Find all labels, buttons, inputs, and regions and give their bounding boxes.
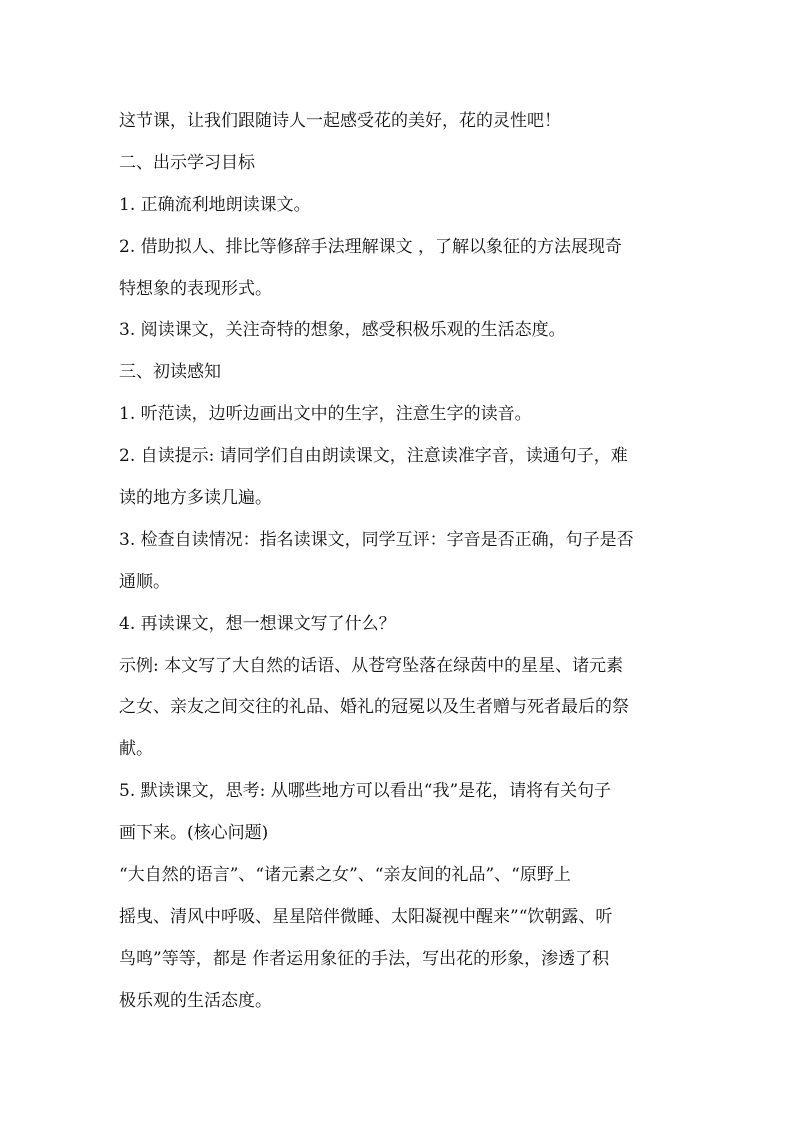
objective-item-2-continued: 特想象的表现形式。 xyxy=(119,278,272,299)
step-item-5-continued: 画下来。(核心问题) xyxy=(119,823,269,844)
step-item-5: 5. 默读课文，思考: 从哪些地方可以看出“我”是花，请将有关句子 xyxy=(119,781,612,802)
objective-item-2: 2. 借助拟人、排比等修辞手法理解课文 ，了解以象征的方法展现奇 xyxy=(119,236,623,257)
step-item-4: 4. 再读课文，想一想课文写了什么？ xyxy=(119,613,396,634)
step-item-3-continued: 通顺。 xyxy=(119,571,170,592)
step-item-1: 1. 听范读，边听边画出文中的生字，注意生字的读音。 xyxy=(119,404,532,425)
section-heading-objectives: 二、出示学习目标 xyxy=(119,152,255,173)
text-line-intro: 这节课，让我们跟随诗人一起感受花的美好，花的灵性吧！ xyxy=(119,111,561,131)
objective-item-1: 1. 正确流利地朗读课文。 xyxy=(119,194,311,215)
step-item-3: 3. 检查自读情况：指名读课文，同学互评：字音是否正确，句子是否 xyxy=(119,529,634,550)
example-line-continued: 之女、亲友之间交往的礼品、婚礼的冠冕以及生者赠与死者最后的祭 xyxy=(119,697,629,718)
example-line-end: 献。 xyxy=(119,739,153,760)
objective-item-3: 3. 阅读课文，关注奇特的想象，感受积极乐观的生活态度。 xyxy=(119,320,566,341)
answer-line-continued-2: 鸟鸣”等等，都是 作者运用象征的手法，写出花的形象，渗透了积 xyxy=(119,948,610,969)
answer-line-end: 极乐观的生活态度。 xyxy=(119,990,272,1011)
example-line: 示例: 本文写了大自然的话语、从苍穹坠落在绿茵中的星星、诸元素 xyxy=(119,655,624,676)
step-item-2-continued: 读的地方多读几遍。 xyxy=(119,488,272,509)
answer-line: “大自然的语言”、“诸元素之女”、“亲友间的礼品”、“原野上 xyxy=(119,865,571,886)
answer-line-continued: 摇曳、清风中呼吸、星星陪伴微睡、太阳凝视中醒来”“饮朝露、听 xyxy=(119,906,613,927)
section-heading-first-reading: 三、初读感知 xyxy=(119,362,221,383)
step-item-2: 2. 自读提示: 请同学们自由朗读课文，注意读准字音，读通句子，难 xyxy=(119,446,628,467)
